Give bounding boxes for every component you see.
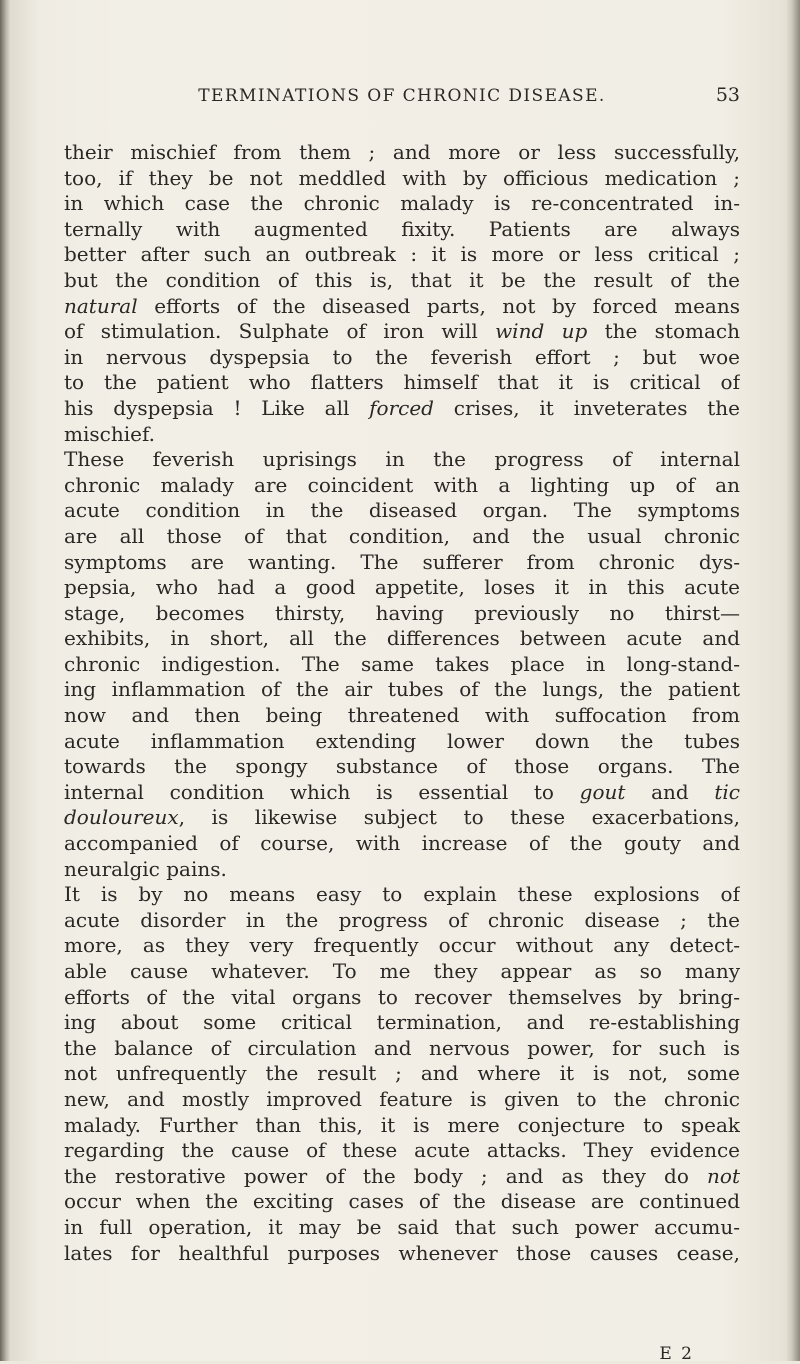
text-line: but the condition of this is, that it be the result of the: [64, 267, 740, 292]
text-line: pepsia, who had a good appetite, loses it in this acute: [64, 575, 740, 600]
text-line: in full operation, it may be said that such power accumu-: [64, 1214, 740, 1239]
text-line: acute disorder in the progress of chronic disease ; the: [64, 907, 740, 932]
text-line: their mischief from them ; and more or less successfully,: [64, 140, 740, 164]
signature-mark: E 2: [659, 1344, 694, 1364]
text-line: acute condition in the diseased organ. The symptoms: [64, 498, 740, 523]
text-line: are all those of that condition, and the usual chronic: [64, 523, 740, 548]
text-line: towards the spongy substance of those organs. The: [64, 754, 740, 779]
text-line: not unfrequently the result ; and where it is not, some: [64, 1061, 740, 1086]
text-line: It is by no means easy to explain these explosions of: [64, 882, 740, 907]
text-line: accompanied of course, with increase of the gouty and: [64, 831, 740, 856]
text-line: mischief.: [64, 421, 155, 446]
text-line: too, if they be not meddled with by officious medication ;: [64, 165, 740, 190]
text-line: the balance of circulation and nervous power, for such is: [64, 1035, 740, 1060]
running-head: [64, 86, 740, 114]
text-line: chronic malady are coincident with a lighting up of an: [64, 472, 740, 497]
text-line: exhibits, in short, all the differences between acute and: [64, 626, 740, 651]
text-line: occur when the exciting cases of the disease are continued: [64, 1189, 740, 1214]
text-line: malady. Further than this, it is mere conjecture to speak: [64, 1112, 740, 1137]
text-line: symptoms are wanting. The sufferer from chronic dys-: [64, 549, 740, 574]
text-line: his dyspepsia ! Like all forced crises, it inveterates the: [64, 395, 740, 420]
text-line: internal condition which is essential to gout and tic: [64, 779, 740, 804]
text-line: douloureux, is likewise subject to these exacerbations,: [64, 805, 740, 830]
text-line: ternally with augmented fixity. Patients are always: [64, 216, 740, 241]
page-right-edge-shadow: [786, 0, 800, 1361]
text-line: stage, becomes thirsty, having previously no thirst—: [64, 600, 740, 625]
text-line: of stimulation. Sulphate of iron will wind up the stomach: [64, 319, 740, 344]
text-line: able cause whatever. To me they appear as so many: [64, 959, 740, 983]
text-line: regarding the cause of these acute attacks. They evidence: [64, 1138, 740, 1163]
page-number: 53: [715, 84, 740, 106]
text-line: more, as they very frequently occur without any detect-: [64, 933, 740, 958]
text-line: natural efforts of the diseased parts, not by forced means: [64, 293, 740, 318]
body-text: [64, 140, 740, 1364]
page-left-edge-shadow: [0, 0, 10, 1361]
text-line: efforts of the vital organs to recover themselves by bring-: [64, 984, 740, 1009]
running-title: TERMINATIONS OF CHRONIC DISEASE.: [198, 86, 606, 106]
text-line: These feverish uprisings in the progress of internal: [64, 447, 740, 472]
text-line: in which case the chronic malady is re-concentrated in-: [64, 191, 740, 216]
text-line: in nervous dyspepsia to the feverish effort ; but woe: [64, 344, 740, 369]
text-line: neuralgic pains.: [64, 856, 227, 881]
text-line: new, and mostly improved feature is given to the chronic: [64, 1086, 740, 1111]
text-line: to the patient who flatters himself that it is critical of: [64, 370, 740, 395]
text-line: the restorative power of the body ; and as they do not: [64, 1163, 740, 1188]
text-line: ing about some critical termination, and re-establishing: [64, 1010, 740, 1035]
text-line: now and then being threatened with suffocation from: [64, 703, 740, 728]
text-line: chronic indigestion. The same takes place in long-stand-: [64, 651, 740, 676]
text-line: acute inflammation extending lower down the tubes: [64, 728, 740, 753]
text-line: lates for healthful purposes whenever those causes cease,: [64, 1240, 740, 1265]
text-line: ing inflammation of the air tubes of the lungs, the patient: [64, 677, 740, 702]
text-line: better after such an outbreak : it is more or less critical ;: [64, 242, 740, 267]
